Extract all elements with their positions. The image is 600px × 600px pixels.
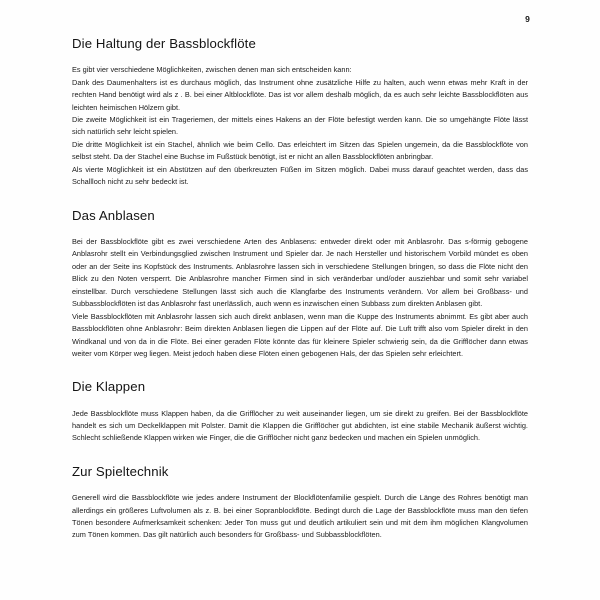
section-heading-anblasen: Das Anblasen	[72, 207, 155, 223]
section-heading-klappen: Die Klappen	[72, 379, 146, 395]
paragraph: Viele Bassblockflöten mit Anblasrohr lassen sich auch direkt anblasen, wenn man die Kuppe des Instruments abnimmt. Es gibt aber auch Bassblockflöten ohne Anblasrohr: Beim direkten Anblasen liegen die Lippen auf der Flöte auf. Die Luft trifft also vom Spieler direkt in den Windkanal und von da in die Flöte. Bei einer geraden Flöte könnte das für kleinere Spieler schwierig sein, da die Grifflöcher dann etwas weiter vom Körper weg liegen. Meist jedoch haben diese Flöten einen gebogenen Hals, der das Spielen sehr erleichtert.	[72, 311, 528, 358]
paragraph: Es gibt vier verschiedene Möglichkeiten, zwischen denen man sich entscheiden kann:	[72, 65, 352, 75]
section-body-haltung	[72, 64, 528, 189]
section-anblasen	[72, 208, 528, 361]
section-body-anblasen	[72, 236, 528, 361]
paragraph: Die dritte Möglichkeit ist ein Stachel, ähnlich wie beim Cello. Das erleichtert im Sitzen das Spielen ungemein, da die Bassblockflöte von selbst steht. Da der Stachel eine Buchse im Fußstück benötigt, ist er nicht an allen Bassblockflöten anbringbar.	[72, 139, 528, 162]
paragraph: Die zweite Möglichkeit ist ein Trageriemen, der mittels eines Hakens an der Flöte befestigt werden kann. Die so umgehängte Flöte lässt sich natürlich sehr leicht spielen.	[72, 114, 528, 137]
section-haltung	[72, 36, 528, 189]
paragraph: Als vierte Möglichkeit ist ein Abstützen auf den überkreuzten Füßen im Sitzen möglich. Dabei muss darauf geachtet werden, dass das Schallloch nicht zu sehr bedeckt ist.	[72, 164, 528, 187]
paragraph: Dank des Daumenhalters ist es durchaus möglich, das Instrument ohne zusätzliche Hilfe zu halten, auch wenn etwas mehr Kraft in der rechten Hand benötigt wird als z . B. bei einer Altblockflöte. Das ist vor allem deshalb möglich, da es auch sehr leichte Bassblockflöten aus leichten heimischen Hölzern gibt.	[72, 77, 528, 112]
section-heading-spieltechnik: Zur Spieltechnik	[72, 463, 169, 479]
section-klappen	[72, 379, 528, 445]
section-heading-haltung: Die Haltung der Bassblockflöte	[72, 36, 256, 51]
page-number: 9	[525, 14, 530, 24]
paragraph: Bei der Bassblockflöte gibt es zwei verschiedene Arten des Anblasens: entweder direkt oder mit Anblasrohr. Das s-förmig gebogene Anblasrohr stellt ein Verbindungsglied zwischen Instrument und Spieler dar. Je nach Hersteller und historischem Vorbild mündet es oben oder an der Seite ins Kopfstück des Instruments. Anblasrohre lassen sich in verschiedene Stellungen bringen, so dass die Flöte nicht den Blick zu den Noten versperrt. Die Anblasrohre mancher Firmen sind in sich veränderbar und/oder ausziehbar und somit sehr variabel einstellbar. Durch verschiedene Stellungen lässt sich auch die Klangfarbe des Instruments verändern. Vor allem bei Großbass- und Subbassblockflöten ist das Anblasrohr fast unerlässlich, auch wenn es inzwischen einen Subbass zum direkten Anblasen gibt.	[72, 236, 528, 309]
paragraph: Jede Bassblockflöte muss Klappen haben, da die Grifflöcher zu weit auseinander liegen, um sie direkt zu greifen. Bei der Bassblockflöte handelt es sich um Deckelklappen mit Polster. Damit die Klappen die Grifflöcher gut abdichten, ist eine stabile Mechanik äußerst wichtig. Schlecht schließende Klappen wirken wie Finger, die die Grifflöcher nicht ganz bedecken und machen ein Spielen unmöglich.	[72, 408, 528, 443]
section-body-spieltechnik	[72, 492, 528, 542]
section-body-klappen	[72, 408, 528, 445]
page-content	[72, 36, 528, 542]
section-spieltechnik	[72, 464, 528, 542]
paragraph: Generell wird die Bassblockflöte wie jedes andere Instrument der Blockflötenfamilie gespielt. Durch die Länge des Rohres benötigt man allerdings ein größeres Luftvolumen als z. B. bei einer Sopranblockflöte. Bedingt durch die Lage der Bassblockflöte muss man den tiefen Tönen besondere Aufmerksamkeit schenken: Jeder Ton muss gut und deutlich artikuliert sein und mit dem ihm möglichen Klangvolumen zum Tönen kommen. Das gilt natürlich auch besonders für Großbass- und Subbassblockflöten.	[72, 493, 528, 540]
